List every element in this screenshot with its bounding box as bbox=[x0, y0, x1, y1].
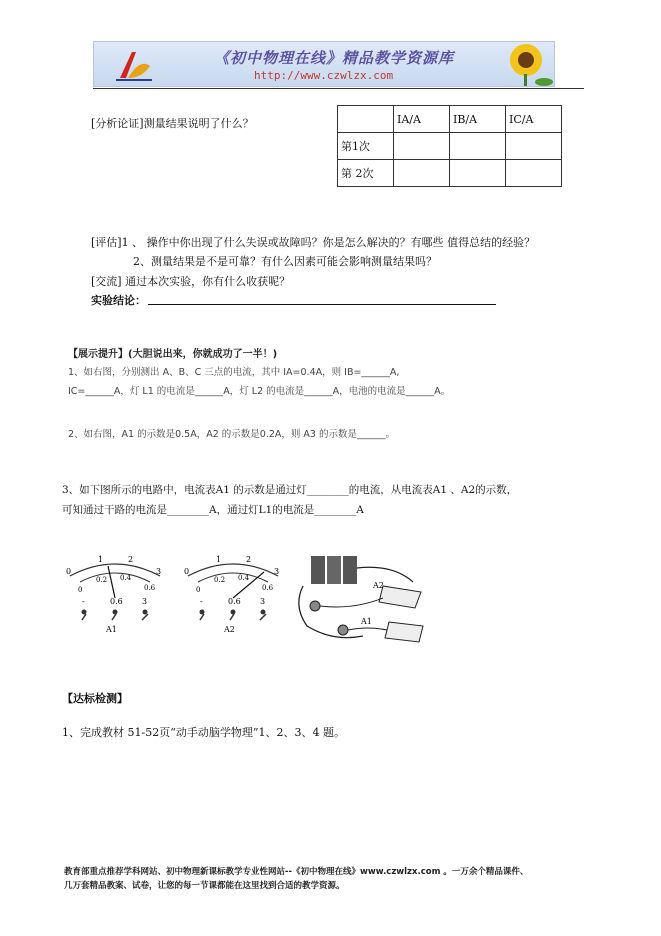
circuit-photo bbox=[293, 546, 425, 646]
banner-url[interactable]: http://www.czwlzx.com bbox=[254, 69, 394, 82]
table-header-cell: IB/A bbox=[450, 106, 506, 133]
conclusion-blank[interactable] bbox=[148, 304, 496, 305]
table-header-row bbox=[338, 106, 562, 133]
table-row bbox=[338, 133, 562, 160]
table-cell[interactable] bbox=[394, 133, 450, 160]
evaluation-line2: 2、测量结果是不是可靠？有什么因素可能会影响测量结果吗？ bbox=[133, 255, 437, 268]
dial-tick-top: 3 bbox=[156, 567, 162, 576]
terminal-label: - bbox=[82, 597, 85, 606]
check-heading: 【达标检测】 bbox=[62, 692, 128, 705]
dial-tick-bottom: 0.6 bbox=[144, 584, 156, 592]
sunflower-icon bbox=[494, 42, 554, 86]
meter-label-a2: A2 bbox=[224, 625, 235, 634]
dial-tick-top: 1 bbox=[98, 555, 104, 564]
conclusion-label: 实验结论： bbox=[91, 294, 146, 307]
footer-line2: 几万套精品教案、试卷，让您的每一节课都能在这里找到合适的教学资源。 bbox=[64, 881, 345, 891]
ammeter-a1 bbox=[60, 548, 170, 638]
terminal-label: 3 bbox=[260, 597, 266, 606]
table-header-cell bbox=[338, 106, 394, 133]
dial-tick-bottom: 0.6 bbox=[262, 584, 274, 592]
dial-tick-top: 0 bbox=[184, 567, 190, 576]
show-q3-line1: 3、如下图所示的电路中，电流表A1 的示数是通过灯________的电流，从电流表A1 、A2的示数， bbox=[62, 484, 518, 496]
table-cell[interactable] bbox=[506, 133, 562, 160]
show-q1-line1: 1、如右图，分别测出 A、B、C 三点的电流，其中 IA=0.4A，则 IB=______A, bbox=[68, 367, 400, 378]
table-header-cell: IA/A bbox=[394, 106, 450, 133]
site-logo-icon bbox=[114, 48, 154, 82]
photo-label-a1: A1 bbox=[361, 617, 372, 626]
table-cell: 第1次 bbox=[338, 133, 394, 160]
ammeter-a2 bbox=[178, 548, 288, 638]
dial-tick-bottom: 0.4 bbox=[238, 574, 250, 582]
dial-tick-top: 1 bbox=[216, 555, 222, 564]
table-cell: 第 2次 bbox=[338, 160, 394, 187]
header-banner bbox=[93, 41, 555, 87]
dial-tick-top: 2 bbox=[128, 555, 134, 564]
table-cell[interactable] bbox=[450, 133, 506, 160]
exchange-line: [交流] 通过本次实验，你有什么收获呢？ bbox=[91, 275, 291, 288]
dial-tick-top: 2 bbox=[246, 555, 252, 564]
table-cell[interactable] bbox=[506, 160, 562, 187]
dial-tick-bottom: 0 bbox=[78, 586, 83, 594]
table-cell[interactable] bbox=[394, 160, 450, 187]
terminal-label: 3 bbox=[142, 597, 148, 606]
banner-title: 《初中物理在线》精品教学资源库 bbox=[214, 49, 455, 67]
table-row bbox=[338, 160, 562, 187]
show-heading: 【展示提升】(大胆说出来，你就成功了一半！) bbox=[68, 349, 278, 360]
terminal-label: - bbox=[200, 597, 203, 606]
dial-tick-top: 0 bbox=[66, 567, 72, 576]
meter-label-a1: A1 bbox=[106, 625, 117, 634]
table-header-cell: IC/A bbox=[506, 106, 562, 133]
dial-tick-bottom: 0.2 bbox=[96, 576, 108, 584]
terminal-label: 0.6 bbox=[110, 597, 123, 606]
dial-tick-bottom: 0.4 bbox=[120, 574, 132, 582]
show-q3-line2: 可知通过干路的电流是________A，通过灯L1的电流是________A bbox=[62, 504, 364, 516]
footer-line1: 教育部重点推荐学科网站、初中物理新课标教学专业性网站--《初中物理在线》www.czwlzx.com 。一万余个精品课件、 bbox=[64, 867, 529, 877]
dial-tick-bottom: 0 bbox=[196, 586, 201, 594]
show-q1-line2: IC=______A，灯 L1 的电流是______A，灯 L2 的电流是______A，电池的电流是______A。 bbox=[68, 386, 451, 397]
table-cell[interactable] bbox=[450, 160, 506, 187]
measurement-table bbox=[337, 105, 562, 187]
header-rule bbox=[93, 88, 584, 89]
dial-tick-bottom: 0.2 bbox=[214, 576, 226, 584]
check-item1: 1、完成教材 51-52页“动手动脑学物理”1、2、3、4 题。 bbox=[62, 726, 345, 739]
terminal-label: 0.6 bbox=[228, 597, 241, 606]
photo-label-a2: A2 bbox=[373, 581, 384, 590]
analysis-question: [分析论证]测量结果说明了什么？ bbox=[91, 117, 254, 130]
show-q2: 2、如右图，A1 的示数是0.5A，A2 的示数是0.2A，则 A3 的示数是______。 bbox=[68, 429, 395, 440]
evaluation-line1: [评估]1 、 操作中你出现了什么失误或故障吗？你是怎么解决的？有哪些 值得总结的经验？ bbox=[91, 236, 536, 249]
dial-tick-top: 3 bbox=[274, 567, 280, 576]
